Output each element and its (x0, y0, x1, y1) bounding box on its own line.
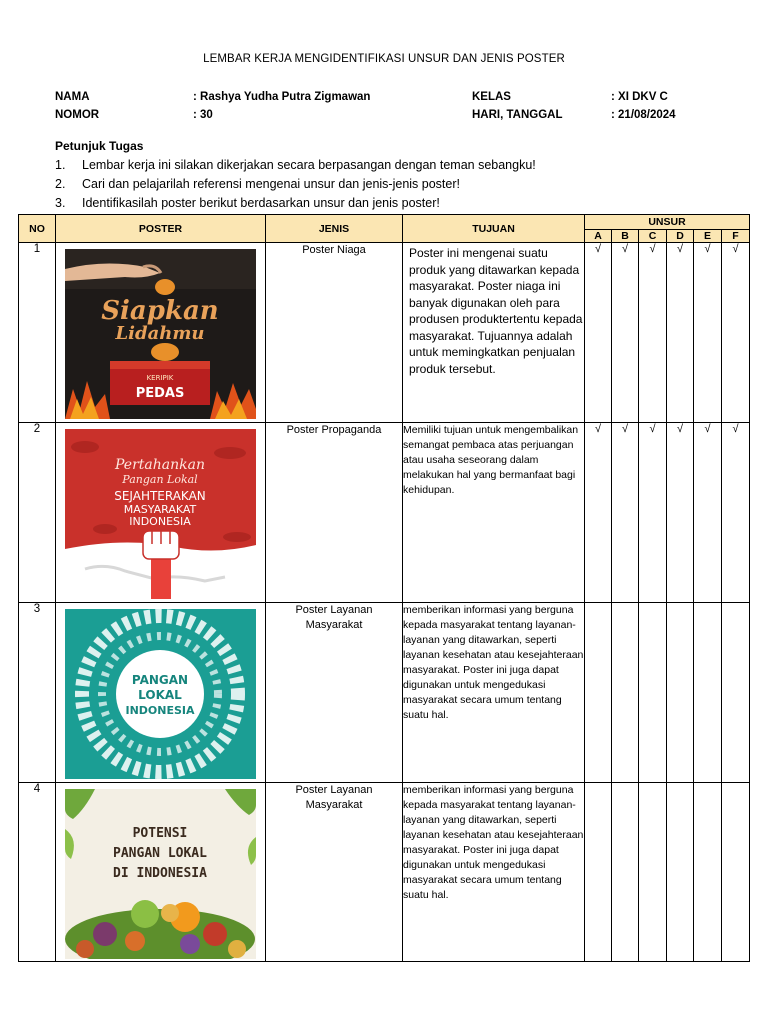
hari-tanggal-value: : 21/08/2024 (611, 109, 676, 121)
unsur-check-b (612, 783, 639, 962)
poster-cell (56, 243, 266, 423)
instruction-item: 1. Lembar kerja ini silakan dikerjakan secara berpasangan dengan teman sebangku! (55, 158, 536, 172)
kelas-label: KELAS (472, 91, 511, 103)
svg-text:POTENSI: POTENSI (132, 826, 188, 841)
header-unsur-f: F (722, 230, 750, 243)
svg-text:PANGAN LOKAL: PANGAN LOKAL (113, 846, 207, 861)
jenis-cell: Poster Propaganda (266, 423, 403, 603)
jenis-cell: Poster Niaga (266, 243, 403, 423)
tujuan-cell: Poster ini mengenai suatu produk yang ditawarkan kepada masyarakat. Poster niaga ini banyak digunakan oleh para produsen produktertentu kepada masyarakat. Tujuannya adalah untuk memingkatkan penjualan produk tersebut. (403, 243, 585, 423)
svg-text:MASYARAKAT: MASYARAKAT (123, 503, 197, 516)
svg-text:DI INDONESIA: DI INDONESIA (113, 866, 207, 881)
instruction-item: 2. Cari dan pelajarilah referensi mengenai unsur dan jenis-jenis poster! (55, 177, 460, 191)
header-unsur-b: B (612, 230, 639, 243)
svg-text:LOKAL: LOKAL (138, 688, 182, 702)
svg-text:PEDAS: PEDAS (135, 386, 185, 401)
unsur-check-a (585, 783, 612, 962)
svg-text:Pertahankan: Pertahankan (115, 457, 205, 473)
tujuan-cell: memberikan informasi yang berguna kepada masyarakat tentang layanan-layanan yang ditawarkan, seperti layanan kesehatan atau kesejahteraan masyarakat. Poster ini juga dapat digunakan untuk mengedukasi masyarakat secara umum tentang suatu hal. (403, 603, 585, 783)
svg-text:INDONESIA: INDONESIA (129, 515, 191, 528)
instructions-heading: Petunjuk Tugas (55, 139, 144, 153)
jenis-cell: Poster Layanan Masyarakat (266, 603, 403, 783)
header-unsur-d: D (667, 230, 694, 243)
poster-identification-table (18, 214, 750, 962)
table-row (19, 423, 750, 603)
unsur-check-b: √ (612, 243, 639, 423)
unsur-check-e: √ (694, 243, 722, 423)
nomor-value: : 30 (193, 109, 213, 121)
nomor-label: NOMOR (55, 109, 100, 121)
unsur-check-b: √ (612, 423, 639, 603)
header-unsur-e: E (694, 230, 722, 243)
header-no: NO (19, 215, 56, 243)
header-unsur-c: C (639, 230, 667, 243)
unsur-check-e: √ (694, 423, 722, 603)
unsur-check-f: √ (722, 243, 750, 423)
poster-pangan-lokal-sejahterakan-image (65, 429, 256, 599)
worksheet-title: LEMBAR KERJA MENGIDENTIFIKASI UNSUR DAN JENIS POSTER (203, 53, 565, 65)
unsur-check-f (722, 783, 750, 962)
nama-value: : Rashya Yudha Putra Zigmawan (193, 91, 371, 103)
header-tujuan: TUJUAN (403, 215, 585, 243)
row-number: 4 (19, 783, 56, 962)
unsur-check-a: √ (585, 243, 612, 423)
tujuan-cell: Memiliki tujuan untuk mengembalikan semangat pembaca atas perjuangan atau usaha seseorang dalam melakukan hal yang bermanfaat bagi kehidupan. (403, 423, 585, 603)
unsur-check-a: √ (585, 423, 612, 603)
instruction-item: 3. Identifikasilah poster berikut berdasarkan unsur dan jenis poster! (55, 196, 440, 210)
row-number: 3 (19, 603, 56, 783)
unsur-check-e (694, 603, 722, 783)
unsur-check-c: √ (639, 423, 667, 603)
table-row (19, 243, 750, 423)
unsur-check-d (667, 603, 694, 783)
poster-potensi-pangan-lokal-image (65, 789, 256, 959)
unsur-check-f (722, 603, 750, 783)
hari-tanggal-label: HARI, TANGGAL (472, 109, 563, 121)
poster-cell (56, 423, 266, 603)
svg-text:Pangan Lokal: Pangan Lokal (122, 473, 198, 486)
unsur-check-d (667, 783, 694, 962)
header-poster: POSTER (56, 215, 266, 243)
unsur-check-d: √ (667, 243, 694, 423)
table-row (19, 603, 750, 783)
poster-cell (56, 783, 266, 962)
unsur-check-e (694, 783, 722, 962)
unsur-check-c (639, 783, 667, 962)
unsur-check-c (639, 603, 667, 783)
svg-text:Siapkan: Siapkan (101, 296, 219, 326)
kelas-value: : XI DKV C (611, 91, 668, 103)
unsur-check-d: √ (667, 423, 694, 603)
tujuan-cell: memberikan informasi yang berguna kepada masyarakat tentang layanan-layanan yang ditawarkan, seperti layanan kesehatan atau kesejahteraan masyarakat. Poster ini juga dapat digunakan untuk mengedukasi masyarakat secara umum tentang suatu hal. (403, 783, 585, 962)
row-number: 2 (19, 423, 56, 603)
header-unsur-a: A (585, 230, 612, 243)
svg-text:SEJAHTERAKAN: SEJAHTERAKAN (114, 489, 206, 503)
unsur-check-b (612, 603, 639, 783)
nama-label: NAMA (55, 91, 90, 103)
unsur-check-a (585, 603, 612, 783)
jenis-cell: Poster Layanan Masyarakat (266, 783, 403, 962)
poster-cell (56, 603, 266, 783)
svg-text:KERIPIK: KERIPIK (146, 374, 174, 382)
svg-text:PANGAN: PANGAN (131, 673, 189, 687)
header-jenis: JENIS (266, 215, 403, 243)
svg-text:Lidahmu: Lidahmu (115, 323, 205, 344)
unsur-check-f: √ (722, 423, 750, 603)
poster-keripik-pedas-image (65, 249, 256, 419)
poster-pangan-lokal-indonesia-image (65, 609, 256, 779)
unsur-check-c: √ (639, 243, 667, 423)
table-row (19, 783, 750, 962)
row-number: 1 (19, 243, 56, 423)
header-unsur: UNSUR (585, 215, 750, 230)
instructions-list (55, 157, 536, 214)
svg-text:INDONESIA: INDONESIA (125, 704, 195, 717)
